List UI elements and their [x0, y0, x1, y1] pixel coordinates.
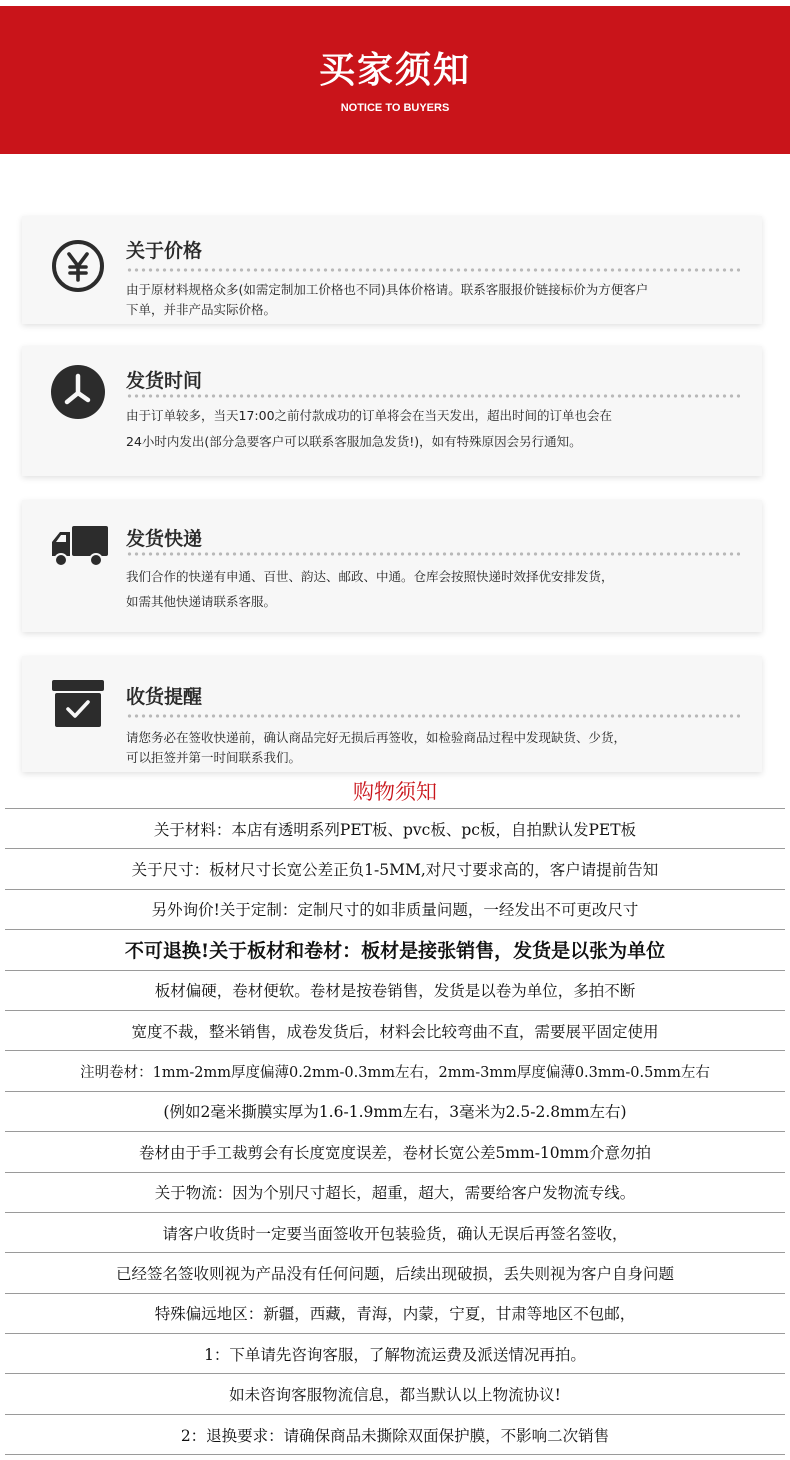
- card-body: 由于原材料规格众多(如需定制加工价格也不同)具体价格请。联系客服报价链接标价为方便客户 下单，并非产品实际价格。: [126, 282, 649, 317]
- card-title: 关于价格: [126, 240, 203, 262]
- banner-subtitle: NOTICE TO BUYERS: [340, 102, 450, 114]
- dotted-divider: [126, 268, 740, 272]
- card-shipping-time: [22, 346, 762, 476]
- card-title: 发货时间: [126, 370, 203, 392]
- card-body: 请您务必在签收快递前，确认商品完好无损后再签收，如检验商品过程中发现缺货、少货， 可以拒签并第一时间联系我们。: [126, 730, 627, 765]
- rule-row: 卷材由于手工裁剪会有长度宽度误差，卷材长宽公差5mm-10mm介意勿拍: [5, 1132, 785, 1172]
- rule-row: 宽度不裁，整米销售，成卷发货后，材料会比较弯曲不直，需要展平固定使用: [5, 1011, 785, 1051]
- rule-row: 另外询价!关于定制：定制尺寸的如非质量问题，一经发出不可更改尺寸: [5, 890, 785, 930]
- dotted-divider: [126, 552, 740, 556]
- card-courier: [22, 500, 762, 632]
- rule-row: 不可退换!关于板材和卷材：板材是接张销售，发货是以张为单位: [5, 930, 785, 970]
- rule-row: 如未咨询客服物流信息，都当默认以上物流协议!: [5, 1374, 785, 1414]
- rule-row: 板材偏硬，卷材便软。卷材是按卷销售，发货是以卷为单位，多拍不断: [5, 971, 785, 1011]
- package-check-icon: [50, 678, 106, 734]
- delivery-truck-icon: [50, 522, 110, 578]
- rule-row: 已经签名签收则视为产品没有任何问题，后续出现破损，丢失则视为客户自身问题: [5, 1253, 785, 1293]
- yen-circle-icon: [50, 238, 106, 294]
- card-body: 由于订单较多，当天17:00之前付款成功的订单将会在当天发出，超出时间的订单也会在 24小时内发出(部分急要客户可以联系客服加急发货!)，如有特殊原因会另行通知。: [126, 408, 613, 449]
- shopping-notice-title: 购物须知: [353, 780, 437, 804]
- card-receiving: [22, 656, 762, 772]
- rule-row: 2：退换要求：请确保商品未撕除双面保护膜，不影响二次销售: [5, 1415, 785, 1455]
- rule-row: 1：下单请先咨询客服，了解物流运费及派送情况再拍。: [5, 1334, 785, 1374]
- rule-row: 关于物流：因为个别尺寸超长，超重，超大，需要给客户发物流专线。: [5, 1173, 785, 1213]
- dotted-divider: [126, 394, 740, 398]
- rule-row: 特殊偏远地区：新疆，西藏，青海，内蒙，宁夏，甘肃等地区不包邮，: [5, 1294, 785, 1334]
- rule-row: (例如2毫米撕膜实厚为1.6-1.9mm左右，3毫米为2.5-2.8mm左右): [5, 1092, 785, 1132]
- card-body: 我们合作的快递有申通、百世、韵达、邮政、中通。仓库会按照快递时效择优安排发货， 如需其他快递请联系客服。: [126, 569, 614, 609]
- card-price: [22, 216, 762, 324]
- rule-row: 关于尺寸：板材尺寸长宽公差正负1-5MM,对尺寸要求高的，客户请提前告知: [5, 849, 785, 889]
- banner-title: 买家须知: [318, 50, 471, 91]
- card-title: 发货快递: [126, 528, 203, 550]
- rule-row: 注明卷材：1mm-2mm厚度偏薄0.2mm-0.3mm左右，2mm-3mm厚度偏薄0.3mm-0.5mm左右: [5, 1051, 785, 1091]
- rule-row: 请客户收货时一定要当面签收开包装验货，确认无误后再签名签收，: [5, 1213, 785, 1253]
- notice-banner: [0, 6, 790, 154]
- dotted-divider: [126, 714, 740, 718]
- rule-row: 关于材料：本店有透明系列PET板、pvc板、pc板，自拍默认发PET板: [5, 809, 785, 849]
- clock-icon: [50, 364, 106, 420]
- card-title: 收货提醒: [126, 686, 203, 708]
- shopping-rules-list: [5, 808, 785, 1455]
